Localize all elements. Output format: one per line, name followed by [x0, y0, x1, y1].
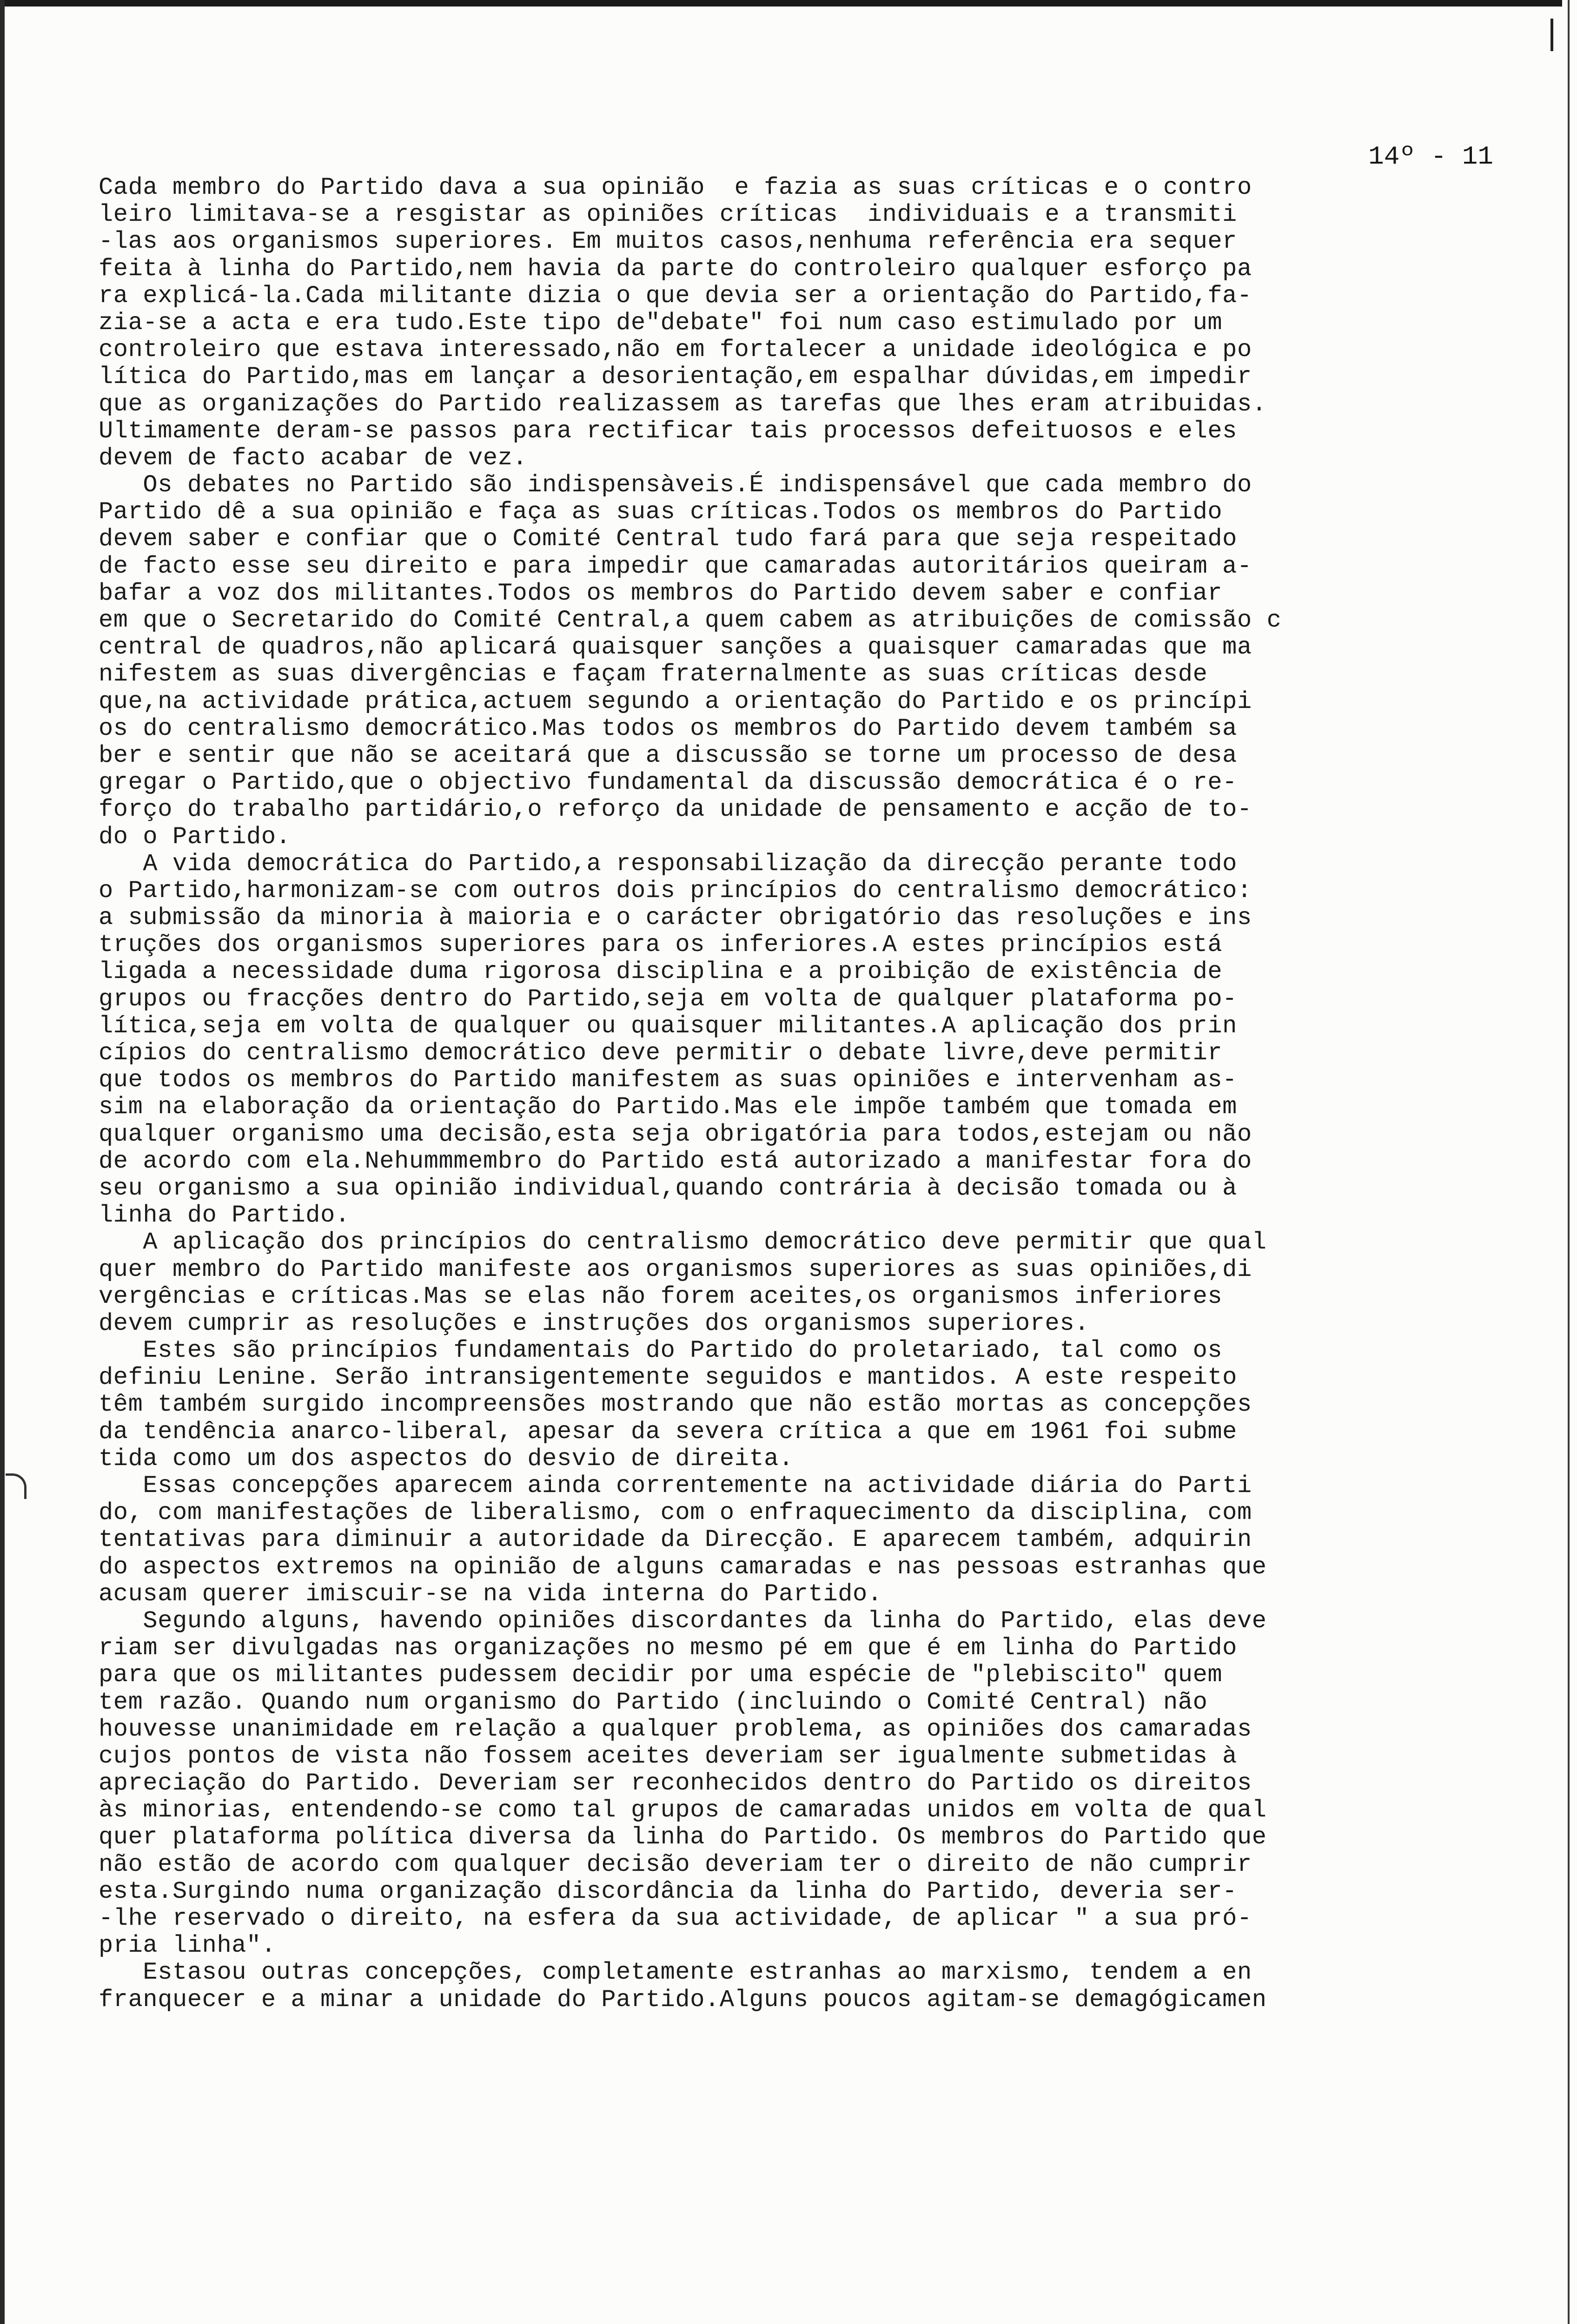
text-line: devem saber e confiar que o Comité Central tudo fará para que seja respeitado	[99, 525, 1237, 553]
text-line: Ultimamente deram-se passos para rectificar tais processos defeituosos e eles	[99, 417, 1237, 445]
text-line: Partido dê a sua opinião e faça as suas críticas.Todos os membros do Partido	[99, 498, 1223, 526]
text-line: pria linha".	[99, 1932, 276, 1960]
text-line: nifestem as suas divergências e façam fraternalmente as suas críticas desde	[99, 660, 1208, 688]
text-line: central de quadros,não aplicará quaisquer sanções a quaisquer camaradas que ma	[99, 634, 1252, 661]
text-line: riam ser divulgadas nas organizações no mesmo pé em que é em linha do Partido	[99, 1634, 1237, 1662]
text-line: de acordo com ela.Nehummmembro do Partido está autorizado a manifestar fora do	[99, 1147, 1252, 1175]
text-line: em que o Secretarido do Comité Central,a quem cabem as atribuições de comissão c	[99, 607, 1282, 634]
text-line: devem de facto acabar de vez.	[99, 444, 528, 472]
scan-frame-top-edge	[0, 0, 1562, 7]
text-line: houvesse unanimidade em relação a qualquer problema, as opiniões dos camaradas	[99, 1715, 1252, 1743]
text-line: -lhe reservado o direito, na esfera da sua actividade, de aplicar " a sua pró-	[99, 1905, 1252, 1932]
text-line: A aplicação dos princípios do centralismo democrático deve permitir que qual	[99, 1228, 1267, 1256]
text-line: leiro limitava-se a resgistar as opiniões críticas individuais e a transmiti	[99, 201, 1237, 229]
text-line: feita à linha do Partido,nem havia da parte do controleiro qualquer esforço pa	[99, 255, 1252, 283]
text-line: tida como um dos aspectos do desvio de direita.	[99, 1445, 794, 1472]
text-line: seu organismo a sua opinião individual,quando contrária à decisão tomada ou à	[99, 1174, 1237, 1202]
text-line: Segundo alguns, havendo opiniões discordantes da linha do Partido, elas deve	[99, 1607, 1267, 1635]
text-line: esta.Surgindo numa organização discordância da linha do Partido, deveria ser-	[99, 1877, 1237, 1905]
scan-frame-right-edge	[1568, 0, 1570, 2324]
text-line: para que os militantes pudessem decidir por uma espécie de "plebiscito" quem	[99, 1661, 1223, 1689]
text-line: linha do Partido.	[99, 1202, 350, 1229]
text-line: Cada membro do Partido dava a sua opinião e fazia as suas críticas e o contro	[99, 174, 1252, 201]
scan-artifact-mark	[1550, 19, 1553, 51]
text-line: Essas concepções aparecem ainda correntemente na actividade diária do Parti	[99, 1472, 1252, 1499]
text-line: da tendência anarco-liberal, apesar da severa crítica a que em 1961 foi subme	[99, 1418, 1237, 1446]
text-line: às minorias, entendendo-se como tal grupos de camaradas unidos em volta de qual	[99, 1796, 1267, 1824]
text-line: tem razão. Quando num organismo do Partido (incluindo o Comité Central) não	[99, 1688, 1208, 1716]
text-line: quer membro do Partido manifeste aos organismos superiores as suas opiniões,di	[99, 1255, 1252, 1283]
text-line: tentativas para diminuir a autoridade da Direcção. E aparecem também, adquirin	[99, 1526, 1252, 1554]
scan-artifact-margin-mark	[6, 1473, 27, 1499]
text-line: do aspectos extremos na opinião de alguns camaradas e nas pessoas estranhas que	[99, 1553, 1267, 1581]
text-line: têm também surgido incompreensões mostrando que não estão mortas as concepções	[99, 1391, 1252, 1419]
text-line: bafar a voz dos militantes.Todos os membros do Partido devem saber e confiar	[99, 579, 1223, 607]
text-line: que todos os membros do Partido manifestem as suas opiniões e intervenham as-	[99, 1066, 1237, 1094]
text-line: lítica do Partido,mas em lançar a desorientação,em espalhar dúvidas,em impedir	[99, 363, 1252, 391]
text-line: os do centralismo democrático.Mas todos os membros do Partido devem também sa	[99, 714, 1237, 742]
text-line: não estão de acordo com qualquer decisão deveriam ter o direito de não cumprir	[99, 1850, 1252, 1878]
text-line: que,na actividade prática,actuem segundo a orientação do Partido e os princípi	[99, 687, 1252, 715]
text-line: acusam querer imiscuir-se na vida interna do Partido.	[99, 1580, 882, 1608]
text-line: apreciação do Partido. Deveriam ser reconhecidos dentro do Partido os direitos	[99, 1769, 1252, 1797]
text-line: truções dos organismos superiores para os inferiores.A estes princípios está	[99, 931, 1223, 959]
text-line: de facto esse seu direito e para impedir que camaradas autoritários queiram a-	[99, 552, 1252, 580]
text-line: do o Partido.	[99, 823, 291, 851]
page-number: 14º - 11	[1368, 142, 1493, 172]
text-line: ra explicá-la.Cada militante dizia o que devia ser a orientação do Partido,fa-	[99, 282, 1252, 310]
text-line: gregar o Partido,que o objectivo fundamental da discussão democrática é o re-	[99, 769, 1237, 797]
text-line: definiu Lenine. Serão intransigentemente seguidos e mantidos. A este respeito	[99, 1364, 1237, 1392]
text-line: -las aos organismos superiores. Em muitos casos,nenhuma referência era sequer	[99, 228, 1237, 256]
text-line: que as organizações do Partido realizassem as tarefas que lhes eram atribuidas.	[99, 390, 1267, 418]
text-line: A vida democrática do Partido,a responsabilização da direcção perante todo	[99, 850, 1237, 878]
text-line: a submissão da minoria à maioria e o carácter obrigatório das resoluções e ins	[99, 904, 1252, 932]
text-line: do, com manifestações de liberalismo, com o enfraquecimento da disciplina, com	[99, 1499, 1252, 1527]
text-line: lítica,seja em volta de qualquer ou quaisquer militantes.A aplicação dos prin	[99, 1012, 1237, 1040]
text-line: sim na elaboração da orientação do Partido.Mas ele impõe também que tomada em	[99, 1093, 1237, 1121]
text-line: forço do trabalho partidário,o reforço da unidade de pensamento e acção de to-	[99, 796, 1252, 824]
text-line: devem cumprir as resoluções e instruções dos organismos superiores.	[99, 1309, 1089, 1337]
text-line: Os debates no Partido são indispensàveis.É indispensável que cada membro do	[99, 471, 1252, 499]
scan-frame-left-edge	[0, 0, 5, 2324]
text-line: Estasou outras concepções, completamente estranhas ao marxismo, tendem a en	[99, 1959, 1252, 1987]
text-line: vergências e críticas.Mas se elas não forem aceites,os organismos inferiores	[99, 1282, 1223, 1310]
text-line: franquecer e a minar a unidade do Partido.Alguns poucos agitam-se demagógicamen	[99, 1986, 1267, 2014]
document-body-text	[99, 174, 1549, 2014]
text-line: zia-se a acta e era tudo.Este tipo de"debate" foi num caso estimulado por um	[99, 309, 1223, 337]
text-line: cujos pontos de vista não fossem aceites deveriam ser igualmente submetidas à	[99, 1742, 1237, 1770]
text-line: Estes são princípios fundamentais do Partido do proletariado, tal como os	[99, 1337, 1223, 1365]
text-line: o Partido,harmonizam-se com outros dois princípios do centralismo democrático:	[99, 877, 1252, 905]
text-line: cípios do centralismo democrático deve permitir o debate livre,deve permitir	[99, 1039, 1223, 1067]
text-line: quer plataforma política diversa da linha do Partido. Os membros do Partido que	[99, 1823, 1267, 1851]
text-line: qualquer organismo uma decisão,esta seja obrigatória para todos,estejam ou não	[99, 1120, 1252, 1148]
text-line: grupos ou fracções dentro do Partido,seja em volta de qualquer plataforma po-	[99, 985, 1237, 1013]
text-line: ber e sentir que não se aceitará que a discussão se torne um processo de desa	[99, 741, 1237, 769]
text-line: ligada a necessidade duma rigorosa disciplina e a proibição de existência de	[99, 958, 1223, 986]
text-line: controleiro que estava interessado,não em fortalecer a unidade ideológica e po	[99, 336, 1252, 364]
